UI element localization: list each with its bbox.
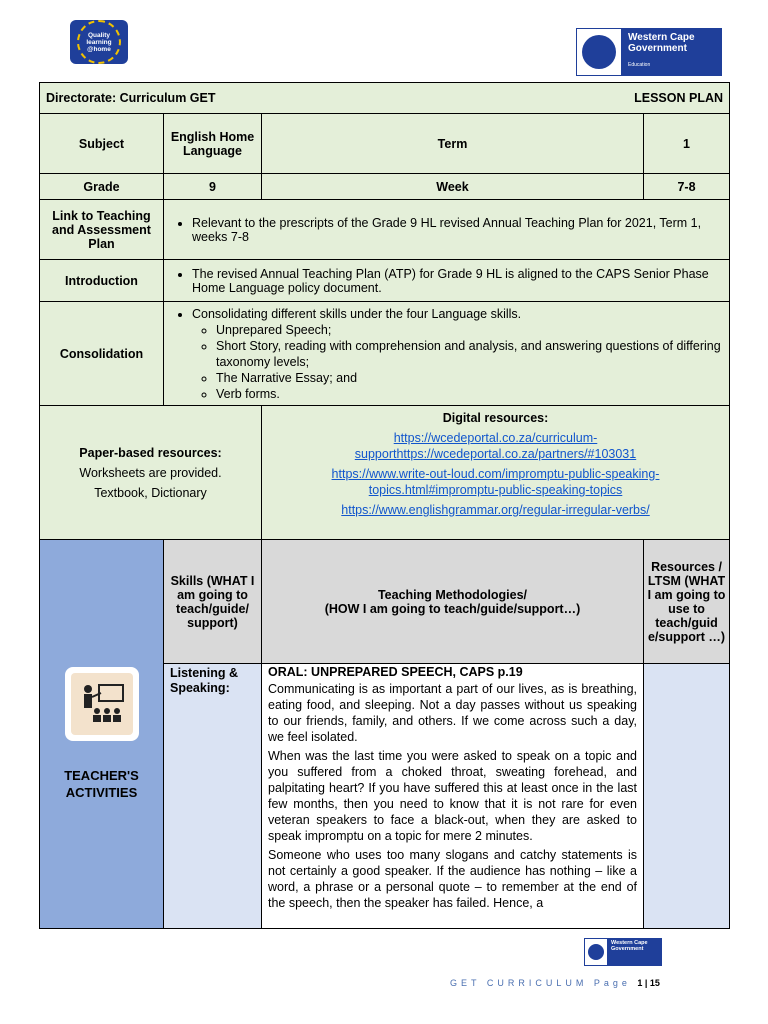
teacher-classroom-icon [65, 667, 139, 741]
footer-coat-of-arms-icon [584, 938, 608, 966]
digital-resources-title: Digital resources: [442, 411, 549, 425]
wcg-line2: Government [628, 43, 687, 54]
teachers-activities-label: TEACHER'S ACTIVITIES [64, 768, 139, 800]
consolidation-item: ◦ The Narrative Essay; and [216, 370, 723, 386]
week-value: 7-8 [644, 174, 730, 200]
consolidation-item: ◦ Short Story, reading with comprehension and analysis, and answering questions of differing taxonomy levels; [216, 338, 723, 370]
subject-value: English Home Language [164, 114, 262, 174]
resource-link[interactable]: https://wcedeportal.co.za/curriculum-supporthttps://wcedeportal.co.za/partners/#103031 [354, 431, 637, 461]
consolidation-item: ◦ Verb forms. [216, 386, 723, 402]
lesson-plan-table [39, 82, 730, 929]
skill-cell: Listening & Speaking: [164, 664, 262, 929]
link-cell [164, 200, 730, 260]
footer-wcg-line2: Government [611, 946, 644, 952]
consolidation-cell [164, 302, 730, 406]
grade-value: 9 [164, 174, 262, 200]
methodology-cell [262, 664, 644, 929]
paper-resources-cell [40, 406, 262, 540]
paper-resources-title: Paper-based resources: [79, 445, 222, 460]
footer-total-pages: 15 [649, 978, 660, 988]
western-cape-government-logo [576, 28, 722, 76]
wcg-line3: Education [628, 62, 651, 68]
methodologies-header [262, 540, 644, 664]
intro-label: Introduction [40, 260, 164, 302]
footer-page-number: 1 [637, 978, 643, 988]
week-label: Week [262, 174, 644, 200]
subject-label: Subject [40, 114, 164, 174]
page-footer [450, 978, 660, 988]
term-label: Term [262, 114, 644, 174]
footer-western-cape-logo [584, 938, 662, 966]
methodology-paragraph: Someone who uses too many slogans and catchy statements is not certainly a good speaker. If the audience has nothing – like a word, a phrase or a personal quote – to remember at the end of the speech, then the speaker has failed. Hence, a [268, 848, 637, 910]
consolidation-item: ◦ Unprepared Speech; [216, 322, 723, 338]
directorate-title: Directorate: Curriculum GET [46, 91, 216, 105]
intro-text: • The revised Annual Teaching Plan (ATP) for Grade 9 HL is aligned to the CAPS Senior Phase Home Language policy document. [192, 267, 723, 295]
footer-separator: | [642, 978, 650, 988]
methodologies-header-line2: (HOW I am going to teach/guide/support…) [324, 601, 581, 616]
digital-resources-cell [262, 406, 730, 540]
link-label: Link to Teaching and Assessment Plan [40, 200, 164, 260]
methodology-paragraph: When was the last time you were asked to speak on a topic and you suffered from a choked throat, sweating forehead, and palpitating heart? If you have suffered this at least once in the last few months, then you need to know that it is not rare for even veteran speakers to face a black-out, when they are asked to speak impromptu on a topic for mere 2 minutes. [268, 749, 637, 843]
consolidation-main: • Consolidating different skills under the four Language skills. [192, 306, 723, 322]
term-value: 1 [644, 114, 730, 174]
coat-of-arms-icon [576, 28, 622, 76]
quality-learning-logo-text: Quality learning @home [77, 20, 121, 64]
resources-ltsm-header: Resources / LTSM (WHAT I am going to use to teach/guid e/support …) [644, 540, 730, 664]
quality-learning-logo [70, 20, 128, 64]
consolidation-label: Consolidation [40, 302, 164, 406]
grade-label: Grade [40, 174, 164, 200]
footer-label: GET CURRICULUM Page [450, 978, 631, 988]
resources-cell [644, 664, 730, 929]
resource-link[interactable]: https://www.write-out-loud.com/impromptu-public-speaking-topics.html#impromptu-public-speaking-topics [331, 467, 660, 497]
footer-wcg-line1: Western Cape [611, 940, 648, 946]
oral-title: ORAL: UNPREPARED SPEECH, CAPS p.19 [268, 665, 523, 679]
header-row [40, 83, 730, 114]
resource-link[interactable]: https://www.englishgrammar.org/regular-irregular-verbs/ [341, 503, 650, 517]
intro-cell [164, 260, 730, 302]
teachers-activities-cell [40, 540, 164, 929]
skills-header: Skills (WHAT I am going to teach/guide/ support) [164, 540, 262, 664]
methodology-paragraph: Communicating is as important a part of our lives, as is breathing, eating food, and sleeping. Not a day passes without us speaking to our friends, family, and others. If we come across such a day, we feel isolated. [268, 682, 637, 744]
link-text: • Relevant to the prescripts of the Grade 9 HL revised Annual Teaching Plan for 2021, Term 1, weeks 7-8 [192, 216, 723, 244]
paper-resources-line: Worksheets are provided. [79, 465, 222, 480]
methodologies-header-line1: Teaching Methodologies/ [377, 587, 528, 602]
paper-resources-line: Textbook, Dictionary [94, 485, 207, 500]
wcg-line1: Western Cape [628, 32, 695, 43]
lesson-plan-title: LESSON PLAN [634, 91, 724, 105]
